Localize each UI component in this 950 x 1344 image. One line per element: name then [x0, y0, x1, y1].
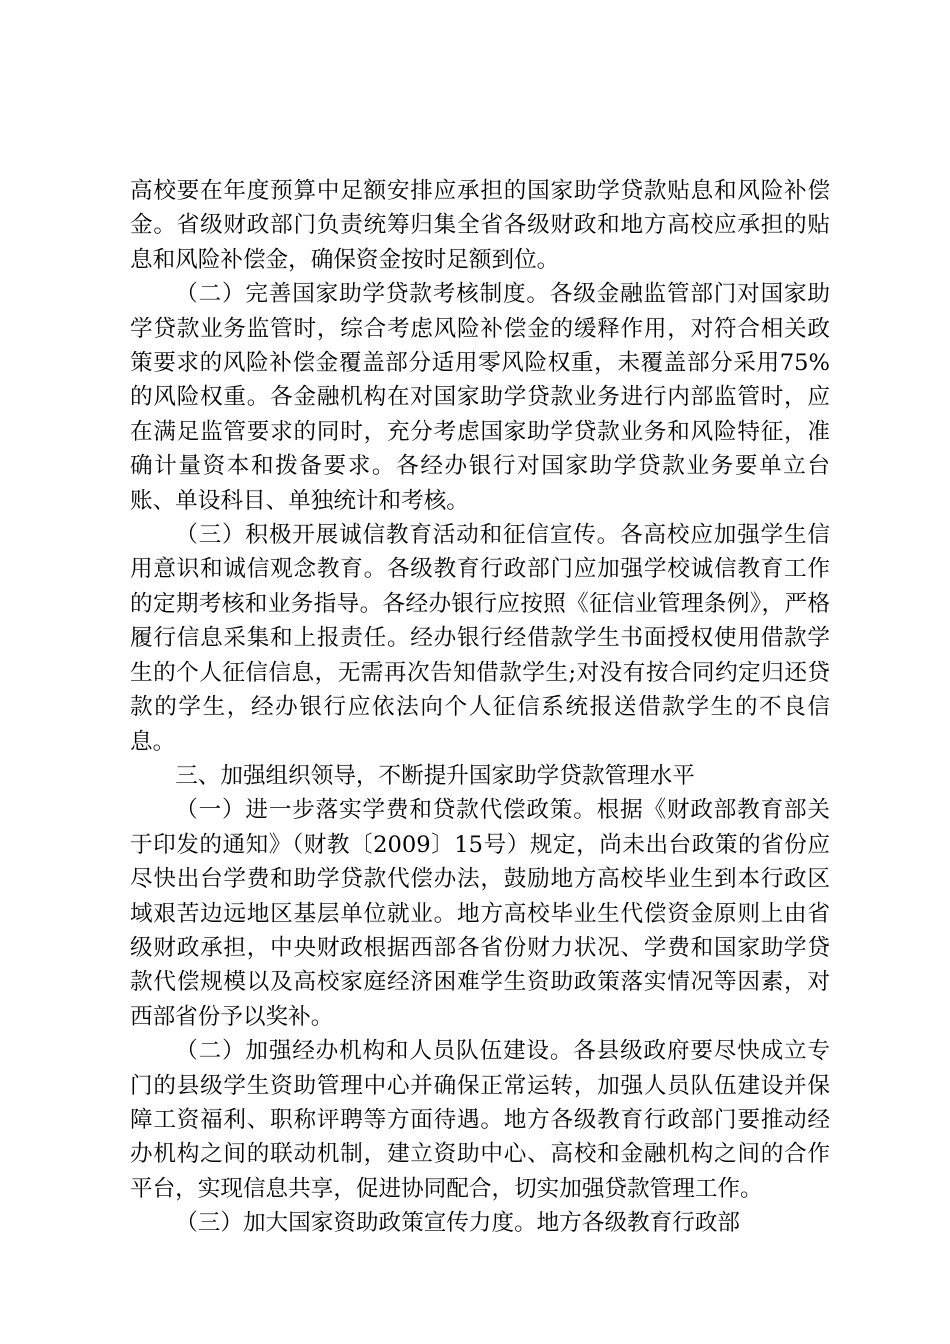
- section-heading-three: 三、加强组织领导，不断提升国家助学贷款管理水平: [175, 762, 695, 789]
- paragraph-assessment-system: （二）完善国家助学贷款考核制度。各级金融监管部门对国家助学贷款业务监管时，综合考虑风险补偿金的缓释作用，对符合相关政策要求的风险补偿金覆盖部分适用零风险权重，未覆盖部分采用75%的风险权重。各金融机构在对国家助学贷款业务进行内部监管时，应在满足监管要求的同时，充分考虑国家助学贷款业务和风险特征，准确计量资本和拨备要求。各经办银行对国家助学贷款业务要单立台账、单设科目、单独统计和考核。: [130, 281, 830, 514]
- paragraph-continuation: 高校要在年度预算中足额安排应承担的国家助学贷款贴息和风险补偿金。省级财政部门负责统筹归集全省各级财政和地方高校应承担的贴息和风险补偿金，确保资金按时足额到位。: [130, 178, 830, 273]
- document-body: [130, 174, 830, 1241]
- paragraph-agency-staffing: （二）加强经办机构和人员队伍建设。各县级政府要尽快成立专门的县级学生资助管理中心并确保正常运转，加强人员队伍建设并保障工资福利、职称评聘等方面待遇。地方各级教育行政部门要推动经办机构之间的联动机制，建立资助中心、高校和金融机构之间的合作平台，实现信息共享，促进协同配合，切实加强贷款管理工作。: [130, 1038, 830, 1202]
- paragraph-tuition-compensation: （一）进一步落实学费和贷款代偿政策。根据《财政部教育部关于印发的通知》（财教〔2009〕15号）规定，尚未出台政策的省份应尽快出台学费和助学贷款代偿办法，鼓励地方高校毕业生到本行政区域艰苦边远地区基层单位就业。地方高校毕业生代偿资金原则上由省级财政承担，中央财政根据西部各省份财力状况、学费和国家助学贷款代偿规模以及高校家庭经济困难学生资助政策落实情况等因素，对西部省份予以奖补。: [130, 797, 830, 1030]
- paragraph-credit-education: （三）积极开展诚信教育活动和征信宣传。各高校应加强学生信用意识和诚信观念教育。各级教育行政部门应加强学校诚信教育工作的定期考核和业务指导。各经办银行应按照《征信业管理条例》，严格履行信息采集和上报责任。经办银行经借款学生书面授权使用借款学生的个人征信信息，无需再次告知借款学生;对没有按合同约定归还贷款的学生，经办银行应依法向个人征信系统报送借款学生的不良信息。: [130, 522, 830, 755]
- paragraph-policy-publicity: （三）加大国家资助政策宣传力度。地方各级教育行政部: [175, 1210, 741, 1237]
